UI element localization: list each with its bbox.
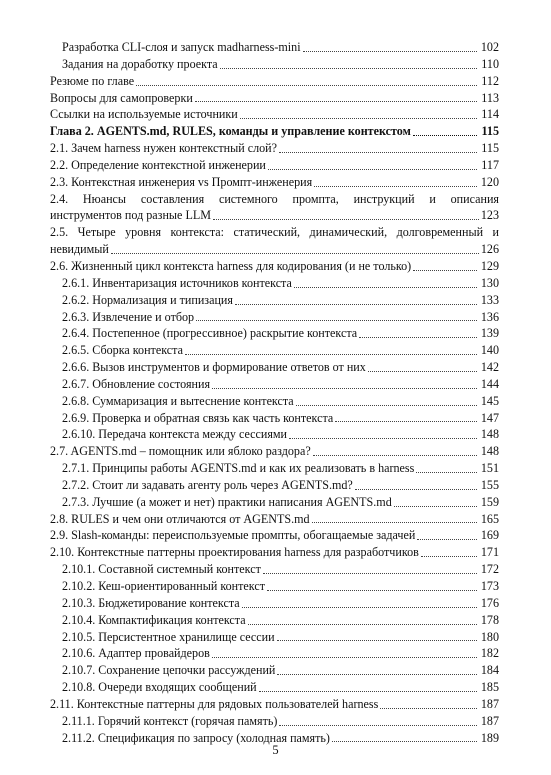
toc-entry-title: 2.9. Slash-команды: переиспользуемые промпты, обогащаемые задачей <box>50 528 416 543</box>
toc-entry-page: 189 <box>480 730 499 745</box>
toc-entry-title: 2.10.8. Очереди входящих сообщений <box>62 680 257 695</box>
toc-entry[interactable] <box>50 258 499 275</box>
dot-leader <box>355 489 477 490</box>
toc-entry-title: 2.6.6. Вызов инструментов и формирование ответов от них <box>62 360 366 375</box>
toc-entry-title-continuation: невидимый <box>50 242 109 257</box>
dot-leader <box>289 438 477 439</box>
dot-leader <box>313 455 477 456</box>
toc-entry-page: 169 <box>480 528 499 543</box>
toc-entry[interactable] <box>50 106 499 123</box>
dot-leader <box>263 573 477 574</box>
toc-entry-page: 151 <box>480 461 499 476</box>
table-of-contents <box>50 39 499 746</box>
toc-entry-title: 2.7.1. Принципы работы AGENTS.md и как их реализовать в harness <box>62 461 415 476</box>
dot-leader <box>303 51 477 52</box>
dot-leader <box>195 101 477 102</box>
dot-leader <box>312 522 477 523</box>
toc-entry-page: 140 <box>480 343 499 358</box>
dot-leader <box>267 590 477 591</box>
toc-entry[interactable] <box>50 578 499 595</box>
toc-entry-page: 112 <box>481 73 499 88</box>
toc-entry[interactable] <box>50 679 499 696</box>
toc-entry-title: 2.7.3. Лучшие (а может и нет) практики написания AGENTS.md <box>62 494 392 509</box>
toc-entry-title: 2.6.7. Обновление состояния <box>62 376 211 391</box>
dot-leader <box>136 85 477 86</box>
dot-leader <box>279 725 477 726</box>
toc-entry[interactable] <box>50 376 499 393</box>
toc-entry-title: 2.11.2. Спецификация по запросу (холодная память) <box>62 730 330 745</box>
toc-entry-title: 2.10. Контекстные паттерны проектирования harness для разработчиков <box>50 545 419 560</box>
toc-entry-page: 126 <box>480 242 499 257</box>
toc-entry[interactable] <box>50 662 499 679</box>
toc-entry-page: 113 <box>481 90 499 105</box>
dot-leader <box>240 118 477 119</box>
dot-leader <box>196 320 477 321</box>
toc-entry-title: Глава 2. AGENTS.md, RULES, команды и управление контекстом <box>50 124 411 139</box>
toc-entry-page: 159 <box>480 494 499 509</box>
dot-leader <box>248 624 477 625</box>
toc-chapter-heading[interactable] <box>50 123 499 140</box>
dot-leader <box>277 640 477 641</box>
toc-entry[interactable] <box>50 527 499 544</box>
toc-entry-page: 155 <box>480 477 499 492</box>
toc-entry[interactable] <box>50 612 499 629</box>
toc-entry-page: 117 <box>481 157 499 172</box>
toc-entry[interactable] <box>50 191 499 225</box>
toc-entry-page: 114 <box>481 107 499 122</box>
dot-leader <box>212 388 477 389</box>
toc-entry-title: 2.6.8. Суммаризация и вытеснение контекста <box>62 393 294 408</box>
toc-entry-page: 120 <box>480 174 499 189</box>
toc-entry-page: 148 <box>480 444 499 459</box>
toc-entry-title: 2.10.6. Адаптер провайдеров <box>62 646 210 661</box>
toc-entry[interactable] <box>50 393 499 410</box>
toc-entry-page: 165 <box>480 511 499 526</box>
toc-entry-title: 2.8. RULES и чем они отличаются от AGENTS.md <box>50 511 310 526</box>
toc-entry[interactable] <box>50 494 499 511</box>
toc-entry-title: 2.6.1. Инвентаризация источников контекста <box>62 275 292 290</box>
toc-entry-page: 187 <box>480 713 499 728</box>
toc-entry-title: 2.3. Контекстная инженерия vs Промпт-инженерия <box>50 174 313 189</box>
dot-leader <box>296 405 477 406</box>
dot-leader <box>413 270 477 271</box>
toc-entry[interactable] <box>50 426 499 443</box>
toc-entry-title: 2.6.5. Сборка контекста <box>62 343 183 358</box>
toc-entry[interactable] <box>50 56 499 73</box>
dot-leader <box>359 337 477 338</box>
toc-entry[interactable] <box>50 224 499 258</box>
toc-entry-page: 184 <box>480 663 499 678</box>
toc-entry-page: 185 <box>480 680 499 695</box>
toc-entry-title: 2.10.7. Сохранение цепочки рассуждений <box>62 663 276 678</box>
toc-entry-title: Вопросы для самопроверки <box>50 90 193 105</box>
toc-entry[interactable] <box>50 39 499 56</box>
toc-entry-title: 2.6.2. Нормализация и типизация <box>62 292 233 307</box>
toc-entry-title: 2.7.2. Стоит ли задавать агенту роль через AGENTS.md? <box>62 477 353 492</box>
dot-leader <box>368 371 477 372</box>
toc-entry-title-line1: 2.4. Нюансы составления системного промпта, инструкций и описания <box>50 191 499 206</box>
toc-entry-page: 130 <box>480 275 499 290</box>
toc-entry[interactable] <box>50 140 499 157</box>
toc-entry-title: 2.10.3. Бюджетирование контекста <box>62 595 240 610</box>
dot-leader <box>212 657 477 658</box>
toc-entry-title: 2.10.2. Кеш-ориентированный контекст <box>62 579 265 593</box>
toc-entry[interactable] <box>50 157 499 174</box>
toc-entry[interactable] <box>50 325 499 342</box>
toc-entry-page: 176 <box>480 595 499 610</box>
toc-entry-title: Задания на доработку проекта <box>62 56 218 71</box>
dot-leader <box>185 354 477 355</box>
toc-entry[interactable] <box>50 595 499 612</box>
toc-entry-title: 2.2. Определение контекстной инженерии <box>50 157 266 172</box>
toc-entry[interactable] <box>50 410 499 427</box>
toc-entry-title: Резюме по главе <box>50 73 135 88</box>
page-number: 5 <box>272 743 279 757</box>
dot-leader <box>220 68 477 69</box>
toc-entry[interactable] <box>50 292 499 309</box>
toc-entry[interactable] <box>50 629 499 646</box>
toc-entry[interactable] <box>50 645 499 662</box>
dot-leader <box>380 708 477 709</box>
dot-leader <box>111 253 479 254</box>
dot-leader <box>242 607 477 608</box>
toc-entry-page: 110 <box>481 56 499 71</box>
dot-leader <box>416 472 477 473</box>
toc-entry[interactable] <box>50 73 499 90</box>
dot-leader <box>394 506 477 507</box>
toc-entry-page: 136 <box>480 309 499 324</box>
toc-entry-page: 102 <box>480 40 499 54</box>
toc-entry[interactable] <box>50 443 499 460</box>
toc-entry-title: 2.7. AGENTS.md – помощник или яблоко раздора? <box>50 444 311 459</box>
toc-entry-title: 2.6.4. Постепенное (прогрессивное) раскрытие контекста <box>62 326 358 341</box>
toc-entry-page: 129 <box>480 258 499 273</box>
toc-entry-page: 187 <box>480 696 499 711</box>
toc-entry-page: 173 <box>480 579 499 593</box>
toc-entry[interactable] <box>50 544 499 561</box>
toc-entry-title: 2.6. Жизненный цикл контекста harness для кодирования (и не только) <box>50 258 412 273</box>
toc-entry-title-line2 <box>50 207 499 224</box>
toc-entry[interactable] <box>50 309 499 326</box>
toc-entry-title: 2.10.5. Персистентное хранилище сессии <box>62 629 275 644</box>
toc-entry-title: 2.6.9. Проверка и обратная связь как часть контекста <box>62 410 334 425</box>
toc-entry-page: 148 <box>480 427 499 442</box>
toc-entry[interactable] <box>50 696 499 713</box>
dot-leader <box>268 169 477 170</box>
toc-entry-page: 145 <box>480 393 499 408</box>
dot-leader <box>335 421 477 422</box>
toc-entry-title: Ссылки на используемые источники <box>50 107 238 122</box>
toc-entry-page: 139 <box>480 326 499 341</box>
toc-entry[interactable] <box>50 713 499 730</box>
toc-entry-page: 180 <box>480 629 499 644</box>
toc-entry-page: 115 <box>481 124 499 139</box>
toc-entry-title-line1: 2.5. Четыре уровня контекста: статический, динамический, долговременный и <box>50 225 499 240</box>
dot-leader <box>421 556 477 557</box>
toc-entry-page: 171 <box>480 545 499 560</box>
dot-leader <box>417 539 477 540</box>
toc-entry-page: 182 <box>480 646 499 661</box>
toc-entry[interactable] <box>50 359 499 376</box>
toc-entry-title: 2.11.1. Горячий контекст (горячая память) <box>62 713 278 728</box>
toc-entry-title: 2.11. Контекстные паттерны для рядовых пользователей harness <box>50 696 379 711</box>
toc-entry-page: 178 <box>480 612 499 627</box>
toc-entry-page: 133 <box>480 292 499 307</box>
dot-leader <box>294 287 477 288</box>
toc-entry[interactable] <box>50 275 499 292</box>
toc-entry-page: 172 <box>480 562 499 577</box>
toc-entry[interactable] <box>50 342 499 359</box>
toc-entry-title: 2.10.1. Составной системный контекст <box>62 562 261 577</box>
toc-entry[interactable] <box>50 174 499 191</box>
toc-entry[interactable] <box>50 511 499 528</box>
toc-entry-page: 115 <box>481 141 499 156</box>
toc-entry-title-line2 <box>50 241 499 258</box>
dot-leader <box>277 674 477 675</box>
toc-entry-title-continuation: инструментов под разные LLM <box>50 208 211 223</box>
dot-leader <box>235 304 477 305</box>
dot-leader <box>213 219 479 220</box>
toc-entry-page: 142 <box>480 360 499 375</box>
toc-entry[interactable] <box>50 477 499 494</box>
toc-entry-page: 144 <box>480 376 499 391</box>
dot-leader <box>413 135 477 136</box>
toc-entry[interactable] <box>50 561 499 578</box>
toc-entry-page: 147 <box>480 410 499 425</box>
toc-entry[interactable] <box>50 460 499 477</box>
toc-entry-title: 2.1. Зачем harness нужен контекстный слой? <box>50 141 277 156</box>
dot-leader <box>314 186 477 187</box>
toc-entry-title: Разработка CLI-слоя и запуск madharness-mini <box>62 40 301 54</box>
dot-leader <box>279 152 477 153</box>
toc-entry-title: 2.6.3. Извлечение и отбор <box>62 309 195 324</box>
toc-entry[interactable] <box>50 90 499 107</box>
dot-leader <box>259 691 477 692</box>
toc-entry-title: 2.6.10. Передача контекста между сессиями <box>62 427 288 442</box>
toc-entry-page: 123 <box>480 208 499 223</box>
toc-entry-title: 2.10.4. Компактификация контекста <box>62 612 246 627</box>
